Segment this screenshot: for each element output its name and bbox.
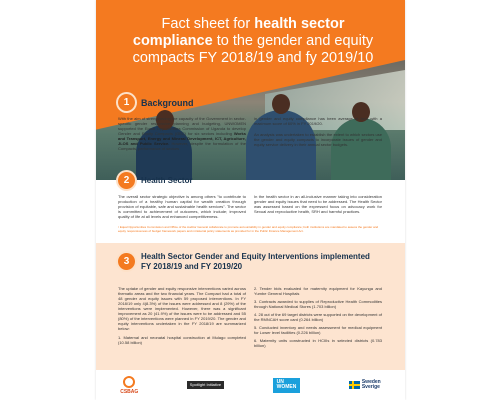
title-part: Fact sheet for: [161, 16, 255, 32]
sweden-logo: [349, 380, 381, 391]
spotlight-logo-text: Spotlight Initiative: [189, 381, 222, 387]
paragraph-bold-text: Works and Transport, Energy and Mineral Development, ICT, Agriculture, JLOS and Public Service.: [118, 131, 246, 146]
sweden-logo-line: Sweden: [361, 378, 381, 385]
csbag-logo: [120, 376, 138, 395]
list-item: 5. Conducted inventory and needs assessment for medical equipment for Lower level facilities (0.226 billion): [254, 325, 382, 335]
csbag-logo-text: CSBAG: [120, 388, 139, 395]
paragraph-text: However, despite the formulation of the Compacts, performance of sectors: [118, 141, 247, 151]
list-item: 1. Maternal and neonatal hospital construction at Mulago completed (10.58 billion): [118, 335, 246, 345]
section-number-badge: 1: [118, 94, 135, 111]
document-title: [124, 16, 382, 67]
background-right-column: [254, 116, 382, 147]
paragraph-text: The uptake of gender and equity responsive interventions varied across thematic areas and the two financial years. The Compact had a total of 48 gender and equity issues with 59 proposed interventions. In FY 2018/19 only 4(8.3%) of the issues were addressed and 8 (29%) of the interventions were implemented. However, there was a significant improvement as 20 (41.9%) of the issues were to be addressed and 55 (80%) of the interventions were planned in FY 2019/20. The gender and equity interventions undertaken in the FY 2018/19 are summarized below:: [118, 286, 246, 331]
background-left-column: [118, 116, 246, 151]
health-left-column: [118, 194, 246, 219]
section-number-badge: 2: [118, 172, 135, 189]
paragraph-text: in gender and equity compliance has been average at best with a maximum score of 60% in FY 2019/20.: [254, 116, 382, 126]
photo-face: [272, 94, 290, 114]
paragraph-text: With the aim of strengthening the capacity of the Government in sector-specific gender responsive planning and budgeting, UNWOMEN supported the Equal Opportunities Commission of Uganda to develop Gender and Equity Compacts (GEC) for six sectors including: [118, 116, 246, 136]
spotlight-logo: [187, 381, 224, 390]
paragraph-text: In the health sector in an all-inclusive manner taking into consideration gender and equity issues that need to be addressed. The Health Sector was assessed based on the expressed focus on advocacy work for Sexual and reproductive health, SRH and harmful practices.: [254, 194, 382, 214]
header-banner: [96, 0, 405, 180]
partner-logos: [96, 370, 405, 400]
section-title: Background: [141, 97, 194, 108]
list-item: 3. Contracts awarded to supplies of Reproductive Health Commodities through National Medical Stores (1.703 billion): [254, 299, 382, 309]
footnote: ¹ Equal Opportunities Commission and Office of the Auditor General collaborate to promote accountability in gender and equity compliance; both institutions are mandated to assess the gender and equity responsiveness of budget framework papers and ministerial policy statements as provided for in the Public Finance Management Act.: [118, 225, 379, 233]
sweden-logo-line: Sverige: [361, 384, 380, 390]
section-health-heading: [118, 172, 193, 189]
section-background-heading: [118, 94, 194, 111]
section-interventions-heading: [118, 252, 371, 271]
title-part: to the gender and equity compacts FY 2018/19 and fy 2019/10: [132, 33, 374, 66]
paragraph-text: An analysis was undertaken to establish the extent to which sectors use the gender and equity compacts to incorporate issues of gender and equity service delivery in their annual sector budgets.: [254, 132, 382, 147]
list-item: 2. Tender bids evaluated for maternity equipment for Kayunga and Yumbe General Hospitals: [254, 286, 382, 296]
list-item: 6. Maternity units constructed in HCIIIs in selected districts (0.783 billion): [254, 338, 382, 348]
un-women-logo: [273, 378, 301, 393]
interventions-left-column: [118, 286, 246, 345]
list-item: 4. 28 out of the 69 target districts were supported on the development of the RMNCAH score card (0.264 billion): [254, 312, 382, 322]
section-title: Health Sector: [141, 176, 193, 185]
un-women-logo-line: UN: [276, 378, 284, 385]
interventions-right-column: [254, 286, 382, 348]
title-bold-part: health sector compliance: [132, 16, 345, 49]
section-number-badge: 3: [118, 253, 135, 270]
un-women-logo-line: WOMEN: [276, 384, 297, 390]
paragraph-text: The overall sector strategic objective is among others "to contribute to production of a healthy human capital for wealth creation through provision of equitable, safe and sustainable health services". The sector is committed to achievement of outcomes, which include; improved quality of life at all levels and enhanced competitiveness.: [118, 194, 246, 219]
section-title: Health Sector Gender and Equity Interventions implemented FY 2018/19 and FY 2019/20: [141, 252, 370, 271]
sweden-flag-icon: [349, 381, 360, 389]
csbag-sun-icon: [123, 376, 135, 388]
fact-sheet-page: [96, 0, 405, 400]
health-right-column: [254, 194, 382, 214]
